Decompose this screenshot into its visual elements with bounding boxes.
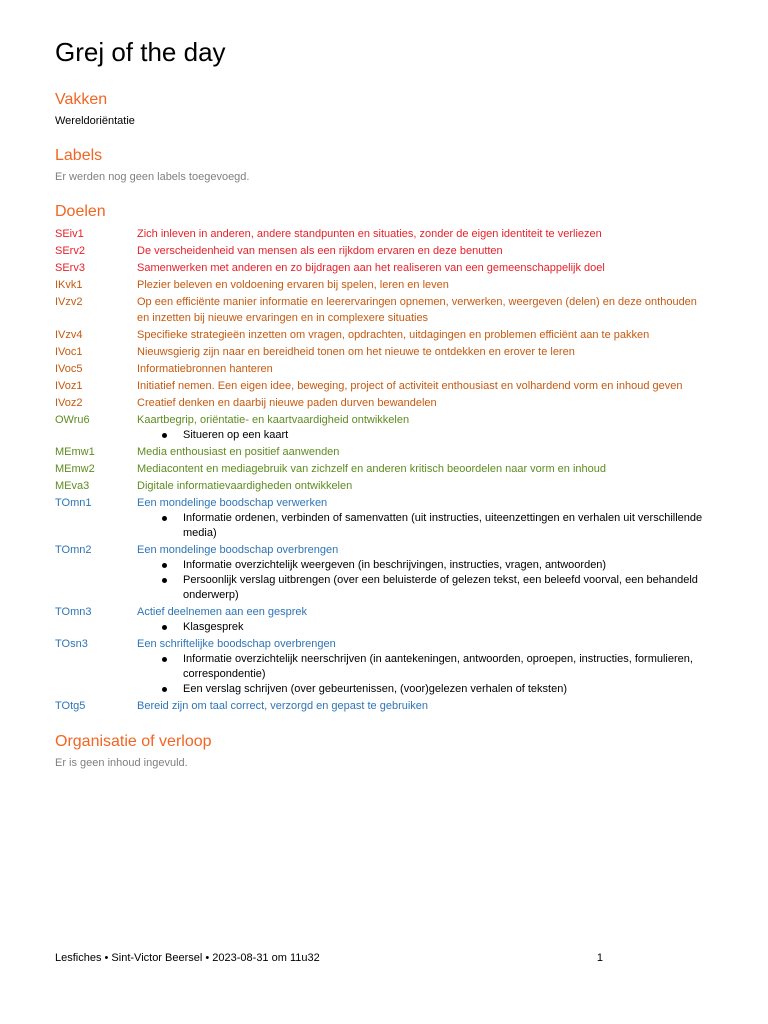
goal-description: Plezier beleven en voldoening ervaren bij spelen, leren en leven <box>137 279 449 291</box>
goal-row <box>55 327 705 343</box>
goal-code: TOmn1 <box>55 497 92 509</box>
section-heading-doelen: Doelen <box>55 203 106 220</box>
goal-code: OWru6 <box>55 414 90 426</box>
goal-block <box>137 378 705 394</box>
goals-list <box>55 226 705 714</box>
goal-description: Een mondelinge boodschap overbrengen <box>137 544 339 556</box>
goal-description: Specifieke strategieën inzetten om vragen, opdrachten, uitdagingen en problemen efficiënt aan te pakken <box>137 329 650 341</box>
goal-description: Informatiebronnen hanteren <box>137 363 273 375</box>
goal-row <box>55 361 705 377</box>
goal-block <box>137 260 705 276</box>
goal-bullet-item: Persoonlijk verslag uitbrengen (over een beluisterde of gelezen tekst, een beleefd voorval, een behandeld onderwerp) <box>137 573 705 603</box>
section-heading-vakken: Vakken <box>55 91 108 108</box>
goal-description: Mediacontent en mediagebruik van zichzelf en anderen kritisch beoordelen naar vorm en inhoud <box>137 463 607 475</box>
page-footer <box>55 952 603 964</box>
page <box>55 34 705 788</box>
organisatie-empty-text: Er is geen inhoud ingevuld. <box>55 757 188 769</box>
goal-block <box>137 277 705 293</box>
goal-row <box>55 636 705 697</box>
goal-code: IVzv4 <box>55 329 83 341</box>
goal-row <box>55 243 705 259</box>
goal-code: TOsn3 <box>55 638 88 650</box>
goal-bullet-item: Informatie overzichtelijk weergeven (in beschrijvingen, instructies, vragen, antwoorden) <box>137 558 705 573</box>
goal-code: MEva3 <box>55 480 90 492</box>
goal-code: IVoc5 <box>55 363 83 375</box>
goal-code: MEmw1 <box>55 446 95 458</box>
goal-description: Bereid zijn om taal correct, verzorgd en gepast te gebruiken <box>137 700 429 712</box>
goal-row <box>55 542 705 603</box>
goal-description: Media enthousiast en positief aanwenden <box>137 446 340 458</box>
goal-row <box>55 698 705 714</box>
goal-block <box>137 226 705 242</box>
goal-row <box>55 395 705 411</box>
goal-description: Op een efficiënte manier informatie en leerervaringen opnemen, verwerken, weergeven (delen) en deze onthouden en inzetten bij nieuwe ervaringen en in complexere situaties <box>137 296 697 324</box>
goal-row <box>55 495 705 541</box>
goal-block <box>137 478 705 494</box>
goal-code: IVzv2 <box>55 296 83 308</box>
goal-code: TOmn2 <box>55 544 92 556</box>
page-title: Grej of the day <box>55 37 226 67</box>
goal-code: SEiv1 <box>55 228 84 240</box>
goal-block <box>137 412 705 443</box>
goal-row <box>55 344 705 360</box>
goal-block <box>137 243 705 259</box>
goal-description: Een schriftelijke boodschap overbrengen <box>137 638 336 650</box>
goal-row <box>55 478 705 494</box>
goal-description: Samenwerken met anderen en zo bijdragen aan het realiseren van een gemeenschappelijk doel <box>137 262 605 274</box>
section-heading-organisatie: Organisatie of verloop <box>55 733 212 750</box>
goal-row <box>55 604 705 635</box>
goal-block <box>137 361 705 377</box>
goal-description: Actief deelnemen aan een gesprek <box>137 606 308 618</box>
page-number: 1 <box>596 952 603 964</box>
goal-code: SErv3 <box>55 262 85 274</box>
goal-row <box>55 378 705 394</box>
vakken-value: Wereldoriëntatie <box>55 115 135 127</box>
goal-row <box>55 444 705 460</box>
goal-bullet-list <box>137 511 705 541</box>
goal-description: Een mondelinge boodschap verwerken <box>137 497 328 509</box>
goal-code: TOtg5 <box>55 700 86 712</box>
goal-bullet-list <box>137 428 705 443</box>
goal-code: IVoz1 <box>55 380 83 392</box>
goal-bullet-list <box>137 558 705 603</box>
goal-block <box>137 604 705 635</box>
goal-bullet-item: Situeren op een kaart <box>137 428 705 443</box>
goal-block <box>137 461 705 477</box>
goal-code: TOmn3 <box>55 606 92 618</box>
goal-row <box>55 277 705 293</box>
goal-block <box>137 698 705 714</box>
goal-code: IVoc1 <box>55 346 83 358</box>
goal-bullet-list <box>137 652 705 697</box>
goal-bullet-list <box>137 620 705 635</box>
goal-block <box>137 327 705 343</box>
goal-description: Zich inleven in anderen, andere standpunten en situaties, zonder de eigen identiteit te verliezen <box>137 228 602 240</box>
goal-code: MEmw2 <box>55 463 95 475</box>
goal-block <box>137 495 705 541</box>
goal-block <box>137 344 705 360</box>
goal-row <box>55 412 705 443</box>
goal-code: IVoz2 <box>55 397 83 409</box>
goal-code: SErv2 <box>55 245 85 257</box>
goal-description: Kaartbegrip, oriëntatie- en kaartvaardigheid ontwikkelen <box>137 414 410 426</box>
goal-bullet-item: Een verslag schrijven (over gebeurtenissen, (voor)gelezen verhalen of teksten) <box>137 682 705 697</box>
goal-description: Creatief denken en daarbij nieuwe paden durven bewandelen <box>137 397 437 409</box>
goal-row <box>55 294 705 326</box>
goal-block <box>137 395 705 411</box>
goal-bullet-item: Informatie ordenen, verbinden of samenvatten (uit instructies, uiteenzettingen en verhalen uit verschillende media) <box>137 511 705 541</box>
goal-description: Nieuwsgierig zijn naar en bereidheid tonen om het nieuwe te ontdekken en erover te leren <box>137 346 575 358</box>
goal-row <box>55 260 705 276</box>
goal-block <box>137 636 705 697</box>
goal-code: IKvk1 <box>55 279 83 291</box>
goal-description: De verscheidenheid van mensen als een rijkdom ervaren en deze benutten <box>137 245 503 257</box>
goal-row <box>55 226 705 242</box>
goal-description: Digitale informatievaardigheden ontwikkelen <box>137 480 353 492</box>
footer-text: Lesfiches • Sint-Victor Beersel • 2023-08-31 om 11u32 <box>55 952 320 964</box>
goal-block <box>137 444 705 460</box>
labels-empty-text: Er werden nog geen labels toegevoegd. <box>55 171 250 183</box>
goal-block <box>137 294 705 326</box>
goal-description: Initiatief nemen. Een eigen idee, beweging, project of activiteit enthousiast en volhardend vorm en inhoud geven <box>137 380 683 392</box>
goal-block <box>137 542 705 603</box>
goal-bullet-item: Informatie overzichtelijk neerschrijven (in aantekeningen, antwoorden, oproepen, instructies, formulieren, correspondentie) <box>137 652 705 682</box>
goal-row <box>55 461 705 477</box>
goal-bullet-item: Klasgesprek <box>137 620 705 635</box>
section-heading-labels: Labels <box>55 147 103 164</box>
